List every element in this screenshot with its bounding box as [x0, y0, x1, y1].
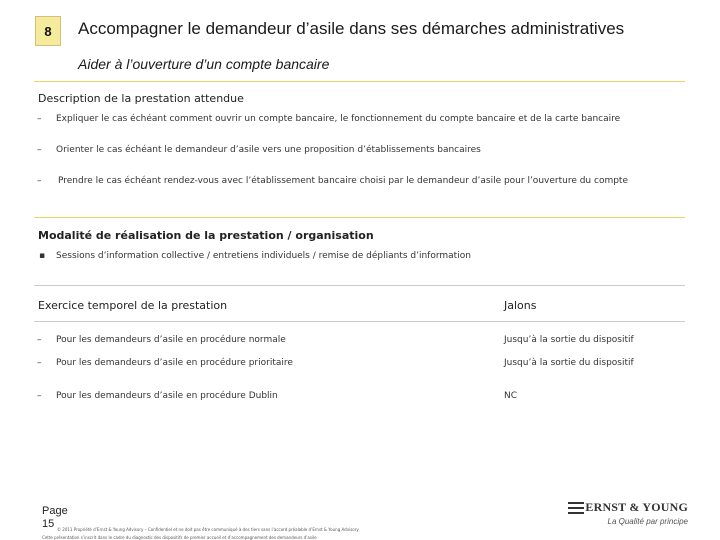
slide-number-badge: 8	[35, 16, 61, 46]
jalons-heading: Jalons	[504, 299, 537, 312]
slide-title: Accompagner le demandeur d’asile dans ses démarches administratives	[78, 19, 625, 38]
description-item: Expliquer le cas échéant comment ouvrir un compte bancaire, le fonctionnement du compte bancaire et de la carte bancaire	[56, 114, 621, 124]
page-label: Page	[42, 505, 68, 517]
description-item: Prendre le cas échéant rendez-vous avec l’établissement bancaire choisi par le demandeur d’asile pour l’ouverture du compte	[58, 176, 628, 186]
logo-mark-icon	[568, 501, 584, 515]
table-header-divider	[34, 321, 685, 322]
jalon-cell: Jusqu’à la sortie du dispositif	[504, 335, 634, 345]
dash-marker: –	[37, 335, 42, 345]
disclaimer-line: Cette présentation s’inscrit dans le cadre du diagnostic des dispositifs de premier accueil et d’accompagnement des demandeurs d’asile	[42, 535, 317, 540]
description-item: Orienter le cas échéant le demandeur d’asile vers une proposition d’établissements bancaires	[56, 145, 481, 155]
bullet-marker: ▪	[39, 251, 46, 261]
dash-marker: –	[37, 145, 42, 155]
procedure-cell: Pour les demandeurs d’asile en procédure Dublin	[56, 391, 278, 401]
copyright-line: © 2011 Propriété d’Ernst & Young Advisory – Confidentiel et ne doit pas être communiqué à des tiers sans l’accord préalable d’Ernst & Young Advisory	[57, 527, 359, 532]
header-divider	[34, 81, 685, 82]
procedure-cell: Pour les demandeurs d’asile en procédure normale	[56, 335, 286, 345]
logo-name: ERNST & YOUNG	[585, 500, 688, 514]
jalon-cell: NC	[504, 391, 518, 401]
modalite-item: Sessions d’information collective / entretiens individuels / remise de dépliants d’information	[56, 251, 471, 261]
dash-marker: –	[37, 114, 42, 124]
dash-marker: –	[37, 176, 42, 186]
dash-marker: –	[37, 358, 42, 368]
description-heading: Description de la prestation attendue	[38, 92, 244, 105]
procedure-cell: Pour les demandeurs d’asile en procédure prioritaire	[56, 358, 293, 368]
jalon-cell: Jusqu’à la sortie du dispositif	[504, 358, 634, 368]
page-number: 15	[42, 518, 55, 530]
dash-marker: –	[37, 391, 42, 401]
slide-subtitle: Aider à l’ouverture d’un compte bancaire	[78, 56, 330, 72]
company-logo	[568, 500, 688, 532]
section-divider	[34, 217, 685, 218]
section-divider	[34, 285, 685, 286]
exercice-heading: Exercice temporel de la prestation	[38, 299, 228, 312]
logo-tagline: La Qualité par principe	[607, 517, 688, 526]
modalite-heading: Modalité de réalisation de la prestation / organisation	[38, 229, 374, 242]
